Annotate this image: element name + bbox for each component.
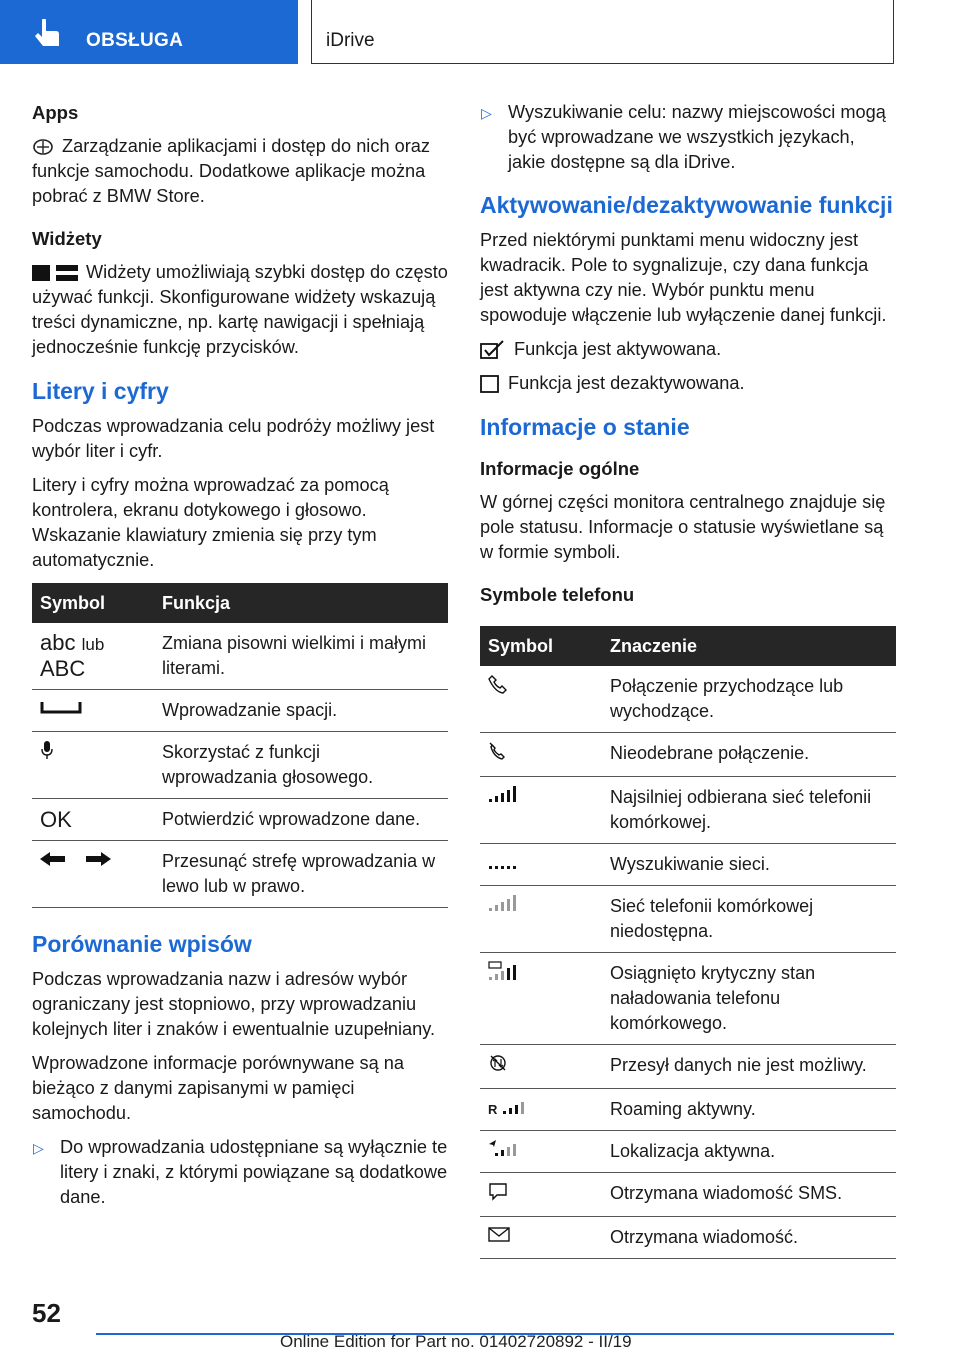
col-symbol: Symbol bbox=[480, 626, 602, 666]
phone-heading: Symbole telefonu bbox=[480, 584, 635, 605]
activate-text: Przed niektórymi punktami menu widoczny jest kwadracik. Pole to sygnalizuje, czy dana funkcja jest aktywna czy nie. Wybór punktu menu spowoduje włączenie lub wyłączenie danej funkcji. bbox=[480, 230, 887, 325]
section-title: OBSŁUGA bbox=[86, 30, 184, 51]
roaming-icon bbox=[502, 1097, 528, 1115]
table-row bbox=[32, 690, 448, 732]
edition-text: Online Edition for Part no. 01402720892 - II/19 bbox=[280, 1332, 632, 1351]
table-row bbox=[32, 799, 448, 841]
table-row bbox=[32, 841, 448, 908]
arrow-right-icon bbox=[85, 851, 111, 867]
right-column bbox=[480, 100, 896, 1259]
shift-text: Przesunąć strefę wprowadzania w lewo lub w prawo. bbox=[154, 841, 448, 908]
table-row: Osiągnięto krytyczny stan naładowania telefonu komórkowego. bbox=[480, 953, 896, 1045]
left-column bbox=[32, 100, 448, 1218]
table-row bbox=[32, 732, 448, 799]
network-search-icon bbox=[488, 852, 516, 870]
topic-title: iDrive bbox=[326, 30, 375, 51]
email-icon bbox=[488, 1225, 510, 1243]
ok-symbol: OK bbox=[32, 799, 154, 841]
phone-table bbox=[480, 626, 896, 1259]
table-row bbox=[32, 623, 448, 690]
col-meaning: Znaczenie bbox=[602, 626, 896, 666]
checkbox-checked-icon bbox=[480, 340, 506, 360]
space-icon bbox=[40, 698, 82, 716]
table-row: Połączenie przychodzące lub wychodzące. bbox=[480, 666, 896, 733]
table-row: $^R$ Roaming aktywny. bbox=[480, 1089, 896, 1131]
apps-icon bbox=[32, 138, 54, 156]
page-number: 52 bbox=[32, 1298, 61, 1328]
microphone-icon bbox=[40, 740, 54, 760]
case-symbol bbox=[32, 623, 154, 690]
letters-p2: Litery i cyfry można wprowadzać za pomocą kontrolera, ekranu dotykowego i głosowo. Wskazanie klawiatury zmienia się przy tym automatycznie. bbox=[32, 475, 389, 570]
table-row: Nieodebrane połączenie. bbox=[480, 733, 896, 777]
section-tab bbox=[0, 0, 298, 64]
search-bullet: ▷ Wyszukiwanie celu: nazwy miejscowości mogą być wprowadzane we wszystkich językach, jakie dostępne są dla iDrive. bbox=[481, 102, 886, 172]
space-text: Wprowadzanie spacji. bbox=[154, 690, 448, 732]
compare-p2: Wprowadzone informacje porównywane są na bieżąco z danymi zapisanymi w pamięci samochodu. bbox=[32, 1053, 405, 1123]
no-data-icon bbox=[488, 1053, 508, 1073]
activate-heading: Aktywowanie/dezaktywowanie funkcji bbox=[480, 192, 893, 218]
widgets-text: Widżety umożliwiają szybki dostęp do często używać funkcji. Skonfigurowane widżety wskazują treści dynamiczne, np. kartę nawigacji i spełniają jednocześnie funkcję przycisków. bbox=[32, 262, 448, 357]
ok-text: Potwierdzić wprowadzone dane. bbox=[154, 799, 448, 841]
inactive-line: Funkcja jest dezaktywowana. bbox=[480, 371, 896, 396]
hand-touch-icon bbox=[32, 19, 68, 51]
topic-header bbox=[311, 0, 894, 64]
table-row: Przesył danych nie jest możliwy. bbox=[480, 1045, 896, 1089]
phone-call-icon bbox=[488, 674, 508, 694]
active-line: Funkcja jest aktywowana. bbox=[480, 337, 896, 362]
general-heading: Informacje ogólne bbox=[480, 458, 640, 479]
sms-icon bbox=[488, 1181, 508, 1201]
compare-bullet: ▷ Do wprowadzania udostępniane są wyłącznie te litery i znaki, z którymi powiązane są dodatkowe dane. bbox=[33, 1137, 448, 1207]
letters-heading: Litery i cyfry bbox=[32, 378, 169, 404]
general-text: W górnej części monitora centralnego znajduje się pole statusu. Informacje o statusie wyświetlane są w formie symboli. bbox=[480, 492, 886, 562]
table-row: Wyszukiwanie sieci. bbox=[480, 844, 896, 886]
status-heading: Informacje o stanie bbox=[480, 414, 690, 440]
missed-call-icon bbox=[488, 741, 508, 761]
bullet-triangle-icon: ▷ bbox=[481, 105, 492, 121]
widgets-paragraph bbox=[32, 260, 448, 360]
table-row: Lokalizacja aktywna. bbox=[480, 1131, 896, 1173]
apps-paragraph bbox=[32, 134, 448, 209]
battery-critical-icon bbox=[488, 961, 516, 981]
compare-p1: Podczas wprowadzania nazw i adresów wybór ograniczany jest stopniowo, przy wprowadzaniu kolejnych liter i znaków i ewentualnie uzupełniany. bbox=[32, 969, 436, 1039]
widgets-heading: Widżety bbox=[32, 228, 102, 249]
compare-heading: Porównanie wpisów bbox=[32, 931, 252, 957]
table-row: Najsilniej odbierana sieć telefonii komórkowej. bbox=[480, 777, 896, 844]
roaming-symbol: R bbox=[488, 1102, 498, 1117]
voice-text: Skorzystać z funkcji wprowadzania głosowego. bbox=[154, 732, 448, 799]
letters-p1: Podczas wprowadzania celu podróży możliwy jest wybór liter i cyfr. bbox=[32, 416, 435, 461]
abc-symbol: abc bbox=[40, 630, 76, 655]
signal-unavailable-icon bbox=[488, 894, 516, 912]
letters-table bbox=[32, 583, 448, 908]
checkbox-empty-icon bbox=[480, 374, 500, 394]
location-icon bbox=[488, 1139, 516, 1157]
arrow-left-icon bbox=[40, 851, 66, 867]
table-row: Otrzymana wiadomość. bbox=[480, 1217, 896, 1259]
ABC-symbol: ABC bbox=[40, 656, 86, 681]
widgets-icon bbox=[32, 264, 78, 282]
apps-heading: Apps bbox=[32, 102, 79, 123]
bullet-triangle-icon: ▷ bbox=[33, 1140, 44, 1156]
col-symbol: Symbol bbox=[32, 583, 154, 623]
table-row: Sieć telefonii komórkowej niedostępna. bbox=[480, 886, 896, 953]
col-function: Funkcja bbox=[154, 583, 448, 623]
case-text: Zmiana pisowni wielkimi i małymi literami. bbox=[154, 623, 448, 690]
or-label: lub bbox=[81, 635, 105, 654]
apps-text: Zarządzanie aplikacjami i dostęp do nich oraz funkcje samochodu. Dodatkowe aplikacje można pobrać z BMW Store. bbox=[32, 136, 430, 206]
table-row: Otrzymana wiadomość SMS. bbox=[480, 1173, 896, 1217]
signal-full-icon bbox=[488, 785, 516, 803]
